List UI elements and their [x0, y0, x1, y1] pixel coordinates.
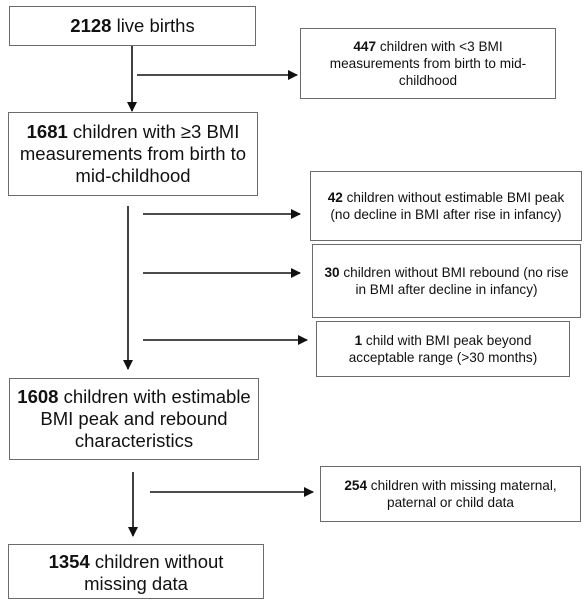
exclusion-box-lt3-bmi-text: 447 children with <3 BMI measurements from birth to mid-childhood: [329, 39, 527, 88]
main-box-final-text: 1354 children without missing data: [48, 551, 224, 594]
exclusion-box-no-peak: [310, 171, 582, 241]
main-box-births-text: 2128 live births: [70, 15, 195, 36]
main-box-births: [9, 6, 256, 46]
exclusion-box-no-rebound: [312, 244, 581, 318]
exclusion-box-peak-range: [316, 321, 570, 377]
exclusion-box-missing-data-text: 254 children with missing maternal, paternal or child data: [344, 478, 557, 510]
exclusion-box-lt3-bmi: [300, 28, 556, 99]
exclusion-box-missing-data: [320, 466, 581, 522]
exclusion-box-no-rebound-text: 30 children without BMI rebound (no rise in BMI after decline in infancy): [324, 265, 569, 297]
exclusion-box-no-peak-text: 42 children without estimable BMI peak (no decline in BMI after rise in infancy): [327, 190, 565, 222]
main-box-bmi-measurements: [8, 112, 258, 196]
main-box-estimable-text: 1608 children with estimable BMI peak and rebound characteristics: [17, 386, 251, 451]
exclusion-box-peak-range-text: 1 child with BMI peak beyond acceptable range (>30 months): [348, 333, 538, 365]
main-box-bmi-measurements-text: 1681 children with ≥3 BMI measurements from birth to mid-childhood: [19, 121, 247, 186]
main-box-final: [8, 544, 264, 599]
main-box-estimable: [9, 378, 259, 460]
